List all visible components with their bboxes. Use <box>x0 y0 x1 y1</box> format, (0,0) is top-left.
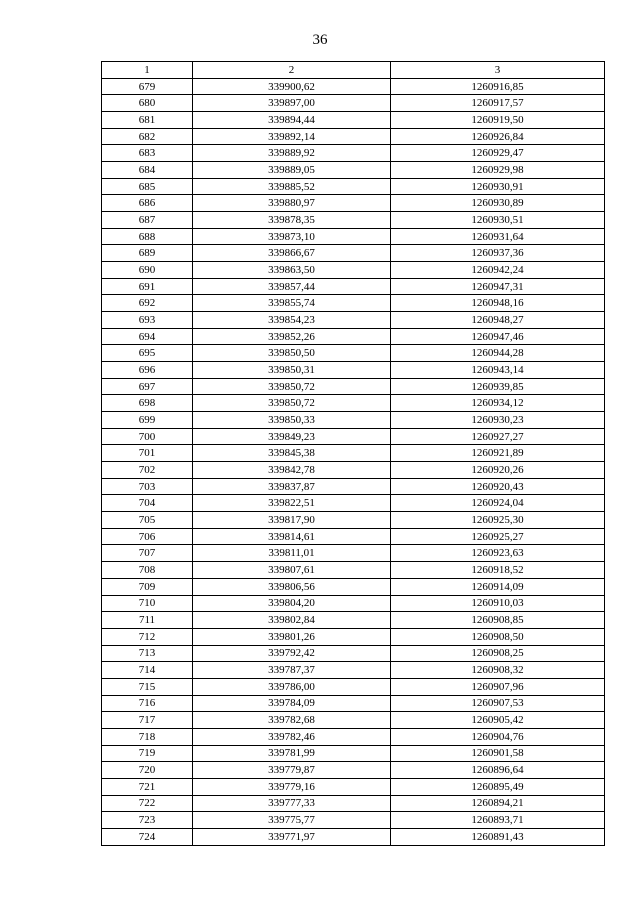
x-coordinate-cell: 339804,20 <box>193 595 391 612</box>
x-coordinate-cell: 339885,52 <box>193 178 391 195</box>
point-number-cell: 705 <box>102 512 193 529</box>
table-row <box>102 645 605 662</box>
point-number-cell: 702 <box>102 462 193 479</box>
x-coordinate-cell: 339784,09 <box>193 695 391 712</box>
table-row <box>102 362 605 379</box>
x-coordinate-cell: 339857,44 <box>193 278 391 295</box>
table-row <box>102 445 605 462</box>
x-coordinate-cell: 339850,33 <box>193 412 391 429</box>
x-coordinate-cell: 339777,33 <box>193 795 391 812</box>
table-row <box>102 662 605 679</box>
y-coordinate-cell: 1260920,43 <box>391 478 605 495</box>
point-number-cell: 710 <box>102 595 193 612</box>
x-coordinate-cell: 339863,50 <box>193 262 391 279</box>
table-row <box>102 328 605 345</box>
table-row <box>102 412 605 429</box>
table-row <box>102 478 605 495</box>
table-row <box>102 745 605 762</box>
point-number-cell: 712 <box>102 628 193 645</box>
y-coordinate-cell: 1260942,24 <box>391 262 605 279</box>
y-coordinate-cell: 1260894,21 <box>391 795 605 812</box>
y-coordinate-cell: 1260901,58 <box>391 745 605 762</box>
y-coordinate-cell: 1260929,47 <box>391 145 605 162</box>
table-row <box>102 428 605 445</box>
y-coordinate-cell: 1260944,28 <box>391 345 605 362</box>
table-row <box>102 695 605 712</box>
x-coordinate-cell: 339782,46 <box>193 728 391 745</box>
y-coordinate-cell: 1260895,49 <box>391 778 605 795</box>
point-number-cell: 679 <box>102 78 193 95</box>
table-row <box>102 378 605 395</box>
y-coordinate-cell: 1260917,57 <box>391 95 605 112</box>
y-coordinate-cell: 1260905,42 <box>391 712 605 729</box>
column-header-2: 2 <box>193 62 391 79</box>
x-coordinate-cell: 339900,62 <box>193 78 391 95</box>
y-coordinate-cell: 1260919,50 <box>391 112 605 129</box>
table-row <box>102 628 605 645</box>
point-number-cell: 699 <box>102 412 193 429</box>
point-number-cell: 711 <box>102 612 193 629</box>
x-coordinate-cell: 339822,51 <box>193 495 391 512</box>
x-coordinate-cell: 339850,50 <box>193 345 391 362</box>
table-row <box>102 612 605 629</box>
x-coordinate-cell: 339787,37 <box>193 662 391 679</box>
table-row <box>102 812 605 829</box>
x-coordinate-cell: 339850,72 <box>193 395 391 412</box>
point-number-cell: 691 <box>102 278 193 295</box>
y-coordinate-cell: 1260929,98 <box>391 162 605 179</box>
point-number-cell: 688 <box>102 228 193 245</box>
table-row <box>102 678 605 695</box>
y-coordinate-cell: 1260948,27 <box>391 312 605 329</box>
point-number-cell: 717 <box>102 712 193 729</box>
table-row <box>102 128 605 145</box>
x-coordinate-cell: 339801,26 <box>193 628 391 645</box>
table-row <box>102 462 605 479</box>
table-row <box>102 345 605 362</box>
point-number-cell: 703 <box>102 478 193 495</box>
x-coordinate-cell: 339897,00 <box>193 95 391 112</box>
y-coordinate-cell: 1260893,71 <box>391 812 605 829</box>
x-coordinate-cell: 339873,10 <box>193 228 391 245</box>
y-coordinate-cell: 1260927,27 <box>391 428 605 445</box>
y-coordinate-cell: 1260920,26 <box>391 462 605 479</box>
table-row <box>102 312 605 329</box>
point-number-cell: 696 <box>102 362 193 379</box>
x-coordinate-cell: 339779,87 <box>193 762 391 779</box>
x-coordinate-cell: 339781,99 <box>193 745 391 762</box>
y-coordinate-cell: 1260908,25 <box>391 645 605 662</box>
y-coordinate-cell: 1260947,46 <box>391 328 605 345</box>
table-row <box>102 562 605 579</box>
y-coordinate-cell: 1260948,16 <box>391 295 605 312</box>
y-coordinate-cell: 1260924,04 <box>391 495 605 512</box>
table-row <box>102 145 605 162</box>
x-coordinate-cell: 339837,87 <box>193 478 391 495</box>
y-coordinate-cell: 1260925,30 <box>391 512 605 529</box>
x-coordinate-cell: 339817,90 <box>193 512 391 529</box>
x-coordinate-cell: 339849,23 <box>193 428 391 445</box>
y-coordinate-cell: 1260916,85 <box>391 78 605 95</box>
point-number-cell: 714 <box>102 662 193 679</box>
y-coordinate-cell: 1260921,89 <box>391 445 605 462</box>
point-number-cell: 698 <box>102 395 193 412</box>
table-row <box>102 395 605 412</box>
table-row <box>102 712 605 729</box>
table-row <box>102 95 605 112</box>
x-coordinate-cell: 339850,31 <box>193 362 391 379</box>
point-number-cell: 720 <box>102 762 193 779</box>
y-coordinate-cell: 1260926,84 <box>391 128 605 145</box>
table-row <box>102 262 605 279</box>
point-number-cell: 708 <box>102 562 193 579</box>
x-coordinate-cell: 339854,23 <box>193 312 391 329</box>
point-number-cell: 682 <box>102 128 193 145</box>
x-coordinate-cell: 339855,74 <box>193 295 391 312</box>
x-coordinate-cell: 339792,42 <box>193 645 391 662</box>
x-coordinate-cell: 339850,72 <box>193 378 391 395</box>
table-row <box>102 528 605 545</box>
x-coordinate-cell: 339771,97 <box>193 828 391 845</box>
y-coordinate-cell: 1260908,50 <box>391 628 605 645</box>
y-coordinate-cell: 1260925,27 <box>391 528 605 545</box>
table-row <box>102 245 605 262</box>
y-coordinate-cell: 1260930,23 <box>391 412 605 429</box>
page-number: 36 <box>312 32 328 48</box>
table-row <box>102 795 605 812</box>
point-number-cell: 723 <box>102 812 193 829</box>
point-number-cell: 724 <box>102 828 193 845</box>
point-number-cell: 687 <box>102 212 193 229</box>
table-row <box>102 578 605 595</box>
x-coordinate-cell: 339782,68 <box>193 712 391 729</box>
table-body <box>102 78 605 845</box>
table-row <box>102 762 605 779</box>
y-coordinate-cell: 1260914,09 <box>391 578 605 595</box>
x-coordinate-cell: 339889,92 <box>193 145 391 162</box>
y-coordinate-cell: 1260904,76 <box>391 728 605 745</box>
point-number-cell: 685 <box>102 178 193 195</box>
table-row <box>102 545 605 562</box>
table-row <box>102 162 605 179</box>
table-row <box>102 728 605 745</box>
x-coordinate-cell: 339811,01 <box>193 545 391 562</box>
table-row <box>102 78 605 95</box>
y-coordinate-cell: 1260908,85 <box>391 612 605 629</box>
point-number-cell: 721 <box>102 778 193 795</box>
x-coordinate-cell: 339806,56 <box>193 578 391 595</box>
point-number-cell: 694 <box>102 328 193 345</box>
table-row <box>102 112 605 129</box>
point-number-cell: 719 <box>102 745 193 762</box>
point-number-cell: 713 <box>102 645 193 662</box>
x-coordinate-cell: 339786,00 <box>193 678 391 695</box>
table-row <box>102 278 605 295</box>
point-number-cell: 716 <box>102 695 193 712</box>
x-coordinate-cell: 339775,77 <box>193 812 391 829</box>
point-number-cell: 715 <box>102 678 193 695</box>
x-coordinate-cell: 339892,14 <box>193 128 391 145</box>
y-coordinate-cell: 1260934,12 <box>391 395 605 412</box>
x-coordinate-cell: 339814,61 <box>193 528 391 545</box>
point-number-cell: 681 <box>102 112 193 129</box>
point-number-cell: 686 <box>102 195 193 212</box>
x-coordinate-cell: 339894,44 <box>193 112 391 129</box>
point-number-cell: 700 <box>102 428 193 445</box>
y-coordinate-cell: 1260896,64 <box>391 762 605 779</box>
y-coordinate-cell: 1260930,51 <box>391 212 605 229</box>
y-coordinate-cell: 1260891,43 <box>391 828 605 845</box>
y-coordinate-cell: 1260930,89 <box>391 195 605 212</box>
y-coordinate-cell: 1260907,96 <box>391 678 605 695</box>
table-row <box>102 595 605 612</box>
point-number-cell: 683 <box>102 145 193 162</box>
x-coordinate-cell: 339866,67 <box>193 245 391 262</box>
header-row <box>102 62 605 79</box>
point-number-cell: 707 <box>102 545 193 562</box>
point-number-cell: 718 <box>102 728 193 745</box>
point-number-cell: 709 <box>102 578 193 595</box>
point-number-cell: 701 <box>102 445 193 462</box>
y-coordinate-cell: 1260908,32 <box>391 662 605 679</box>
x-coordinate-cell: 339807,61 <box>193 562 391 579</box>
y-coordinate-cell: 1260923,63 <box>391 545 605 562</box>
point-number-cell: 704 <box>102 495 193 512</box>
point-number-cell: 722 <box>102 795 193 812</box>
x-coordinate-cell: 339852,26 <box>193 328 391 345</box>
point-number-cell: 690 <box>102 262 193 279</box>
y-coordinate-cell: 1260947,31 <box>391 278 605 295</box>
coordinates-table <box>101 61 605 846</box>
x-coordinate-cell: 339779,16 <box>193 778 391 795</box>
y-coordinate-cell: 1260918,52 <box>391 562 605 579</box>
x-coordinate-cell: 339880,97 <box>193 195 391 212</box>
point-number-cell: 697 <box>102 378 193 395</box>
column-header-3: 3 <box>391 62 605 79</box>
point-number-cell: 692 <box>102 295 193 312</box>
x-coordinate-cell: 339889,05 <box>193 162 391 179</box>
point-number-cell: 693 <box>102 312 193 329</box>
x-coordinate-cell: 339845,38 <box>193 445 391 462</box>
table-row <box>102 778 605 795</box>
y-coordinate-cell: 1260937,36 <box>391 245 605 262</box>
table-row <box>102 212 605 229</box>
y-coordinate-cell: 1260939,85 <box>391 378 605 395</box>
table-row <box>102 195 605 212</box>
table-row <box>102 512 605 529</box>
x-coordinate-cell: 339842,78 <box>193 462 391 479</box>
table-row <box>102 178 605 195</box>
column-header-1: 1 <box>102 62 193 79</box>
y-coordinate-cell: 1260943,14 <box>391 362 605 379</box>
y-coordinate-cell: 1260910,03 <box>391 595 605 612</box>
point-number-cell: 695 <box>102 345 193 362</box>
y-coordinate-cell: 1260931,64 <box>391 228 605 245</box>
point-number-cell: 680 <box>102 95 193 112</box>
x-coordinate-cell: 339802,84 <box>193 612 391 629</box>
point-number-cell: 684 <box>102 162 193 179</box>
point-number-cell: 706 <box>102 528 193 545</box>
x-coordinate-cell: 339878,35 <box>193 212 391 229</box>
table-row <box>102 495 605 512</box>
table-row <box>102 828 605 845</box>
table-row <box>102 295 605 312</box>
table-header <box>102 62 605 79</box>
y-coordinate-cell: 1260930,91 <box>391 178 605 195</box>
table-row <box>102 228 605 245</box>
y-coordinate-cell: 1260907,53 <box>391 695 605 712</box>
point-number-cell: 689 <box>102 245 193 262</box>
